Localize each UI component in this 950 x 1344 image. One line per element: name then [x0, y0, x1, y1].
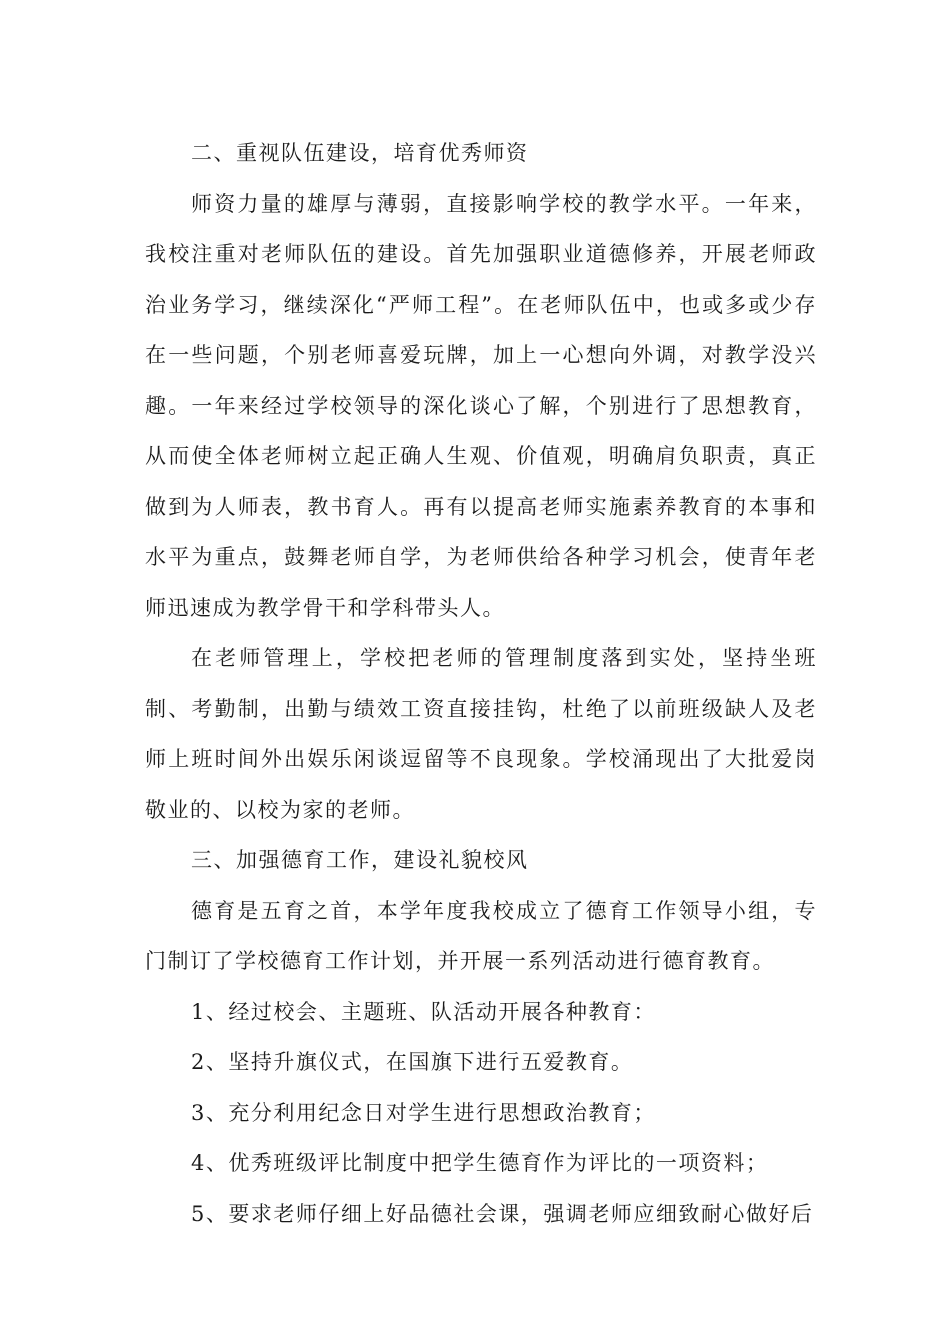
section-heading-2: 二、重视队伍建设，培育优秀师资: [191, 141, 529, 165]
list-item-3: 3、充分利用纪念日对学生进行思想政治教育；: [191, 1100, 656, 1125]
document-body: [145, 128, 817, 1239]
list-item-4: 4、优秀班级评比制度中把学生德育作为评比的一项资料；: [191, 1151, 769, 1175]
paragraph-teacher-resources: 师资力量的雄厚与薄弱，直接影响学校的教学水平。一年来，我校注重对老师队伍的建设。首先加强职业道德修养，开展老师政治业务学习，继续深化“严师工程”。在老师队伍中，也或多或少存在一些问题，个别老师喜爱玩牌，加上一心想向外调，对教学没兴趣。一年来经过学校领导的深化谈心了解，个别进行了思想教育，从而使全体老师树立起正确人生观、价值观，明确肩负职责，真正做到为人师表，教书育人。再有以提高老师实施素养教育的本事和水平为重点，鼓舞老师自学，为老师供给各种学习机会，使青年老师迅速成为教学骨干和学科带头人。: [145, 191, 817, 620]
paragraph-moral-education: 德育是五育之首，本学年度我校成立了德育工作领导小组，专门制订了学校德育工作计划，并开展一系列活动进行德育教育。: [145, 898, 817, 973]
section-heading-3: 三、加强德育工作，建设礼貌校风: [191, 848, 529, 872]
list-item-5: 5、要求老师仔细上好品德社会课，强调老师应细致耐心做好后: [191, 1201, 814, 1226]
list-item-1: 1、经过校会、主题班、队活动开展各种教育：: [191, 999, 656, 1024]
list-item-2: 2、坚持升旗仪式，在国旗下进行五爱教育。: [191, 1050, 634, 1074]
paragraph-teacher-management: 在老师管理上，学校把老师的管理制度落到实处，坚持坐班制、考勤制，出勤与绩效工资直接挂钩，杜绝了以前班级缺人及老师上班时间外出娱乐闲谈逗留等不良现象。学校涌现出了大批爱岗敬业的、以校为家的老师。: [145, 646, 817, 822]
